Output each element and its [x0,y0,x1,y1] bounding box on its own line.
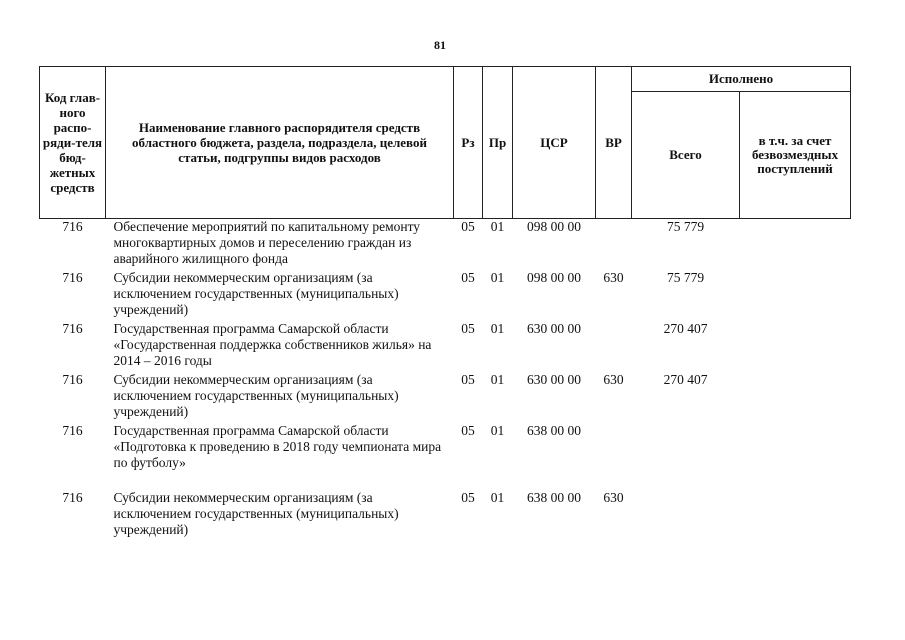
row-pr: 01 [490,372,505,387]
row-code: 716 [62,270,83,285]
row-vr: 630 [603,490,624,505]
row-vr [596,423,632,490]
row-csr: 098 00 00 [527,270,581,285]
row-name: Государственная программа Самарской области «Подготовка к проведению в 2018 году чемпионата мира по футболу» [113,423,442,470]
row-total: 270 407 [663,321,708,336]
header-gratuitous: в т.ч. за счет безвозмездных поступлений [740,92,851,219]
table-row [40,423,851,490]
table-row [40,219,851,271]
row-vr [596,219,632,271]
row-code: 716 [62,490,83,505]
table-header [40,67,851,219]
row-vr: 630 [603,270,624,285]
header-vr: ВР [596,67,632,219]
table-row [40,321,851,372]
row-pr: 01 [490,219,505,234]
row-total [632,490,740,541]
row-code: 716 [62,423,83,438]
row-pr: 01 [490,270,505,285]
row-code: 716 [62,372,83,387]
row-code: 716 [62,321,83,336]
header-total: Всего [632,92,740,219]
header-code: Код глав-ного распо-ряди-теля бюд-жетных средств [40,67,106,219]
table-row [40,270,851,321]
row-name: Субсидии некоммерческим организациям (за исключением государственных (муниципальных) учреждений) [113,372,399,419]
budget-execution-table [39,66,851,541]
row-name: Субсидии некоммерческим организациям (за исключением государственных (муниципальных) учреждений) [113,490,399,537]
row-total [632,423,740,490]
table-row [40,490,851,541]
row-rz: 05 [461,219,475,234]
row-gratuitous [740,423,851,490]
row-pr: 01 [490,321,505,336]
table-row [40,372,851,423]
row-rz: 05 [461,423,475,438]
header-pr: Пр [483,67,513,219]
row-rz: 05 [461,490,475,505]
row-vr [596,321,632,372]
row-name: Обеспечение мероприятий по капитальному ремонту многоквартирных домов и переселению граждан из аварийного жилищного фонда [113,219,421,266]
row-vr: 630 [603,372,624,387]
row-total: 270 407 [663,372,708,387]
row-csr: 638 00 00 [527,423,581,438]
row-pr: 01 [490,490,505,505]
row-rz: 05 [461,270,475,285]
row-pr: 01 [490,423,505,438]
row-name: Государственная программа Самарской области «Государственная поддержка собственников жилья» на 2014 – 2016 годы [113,321,432,368]
header-rz: Рз [454,67,483,219]
row-csr: 638 00 00 [527,490,581,505]
row-gratuitous [740,321,851,372]
table-body [40,219,851,542]
row-total: 75 779 [666,270,705,285]
row-code: 716 [62,219,83,234]
row-total: 75 779 [666,219,705,234]
row-csr: 630 00 00 [527,372,581,387]
row-rz: 05 [461,321,475,336]
header-name: Наименование главного распорядителя средств областного бюджета, раздела, подраздела, целевой статьи, подгруппы видов расходов [106,67,454,219]
row-gratuitous [740,270,851,321]
header-csr: ЦСР [513,67,596,219]
row-csr: 098 00 00 [527,219,581,234]
row-gratuitous [740,372,851,423]
page-number: 81 [434,38,446,52]
header-executed: Исполнено [632,67,851,92]
row-name: Субсидии некоммерческим организациям (за исключением государственных (муниципальных) учреждений) [113,270,399,317]
row-gratuitous [740,219,851,271]
row-gratuitous [740,490,851,541]
row-csr: 630 00 00 [527,321,581,336]
row-rz: 05 [461,372,475,387]
